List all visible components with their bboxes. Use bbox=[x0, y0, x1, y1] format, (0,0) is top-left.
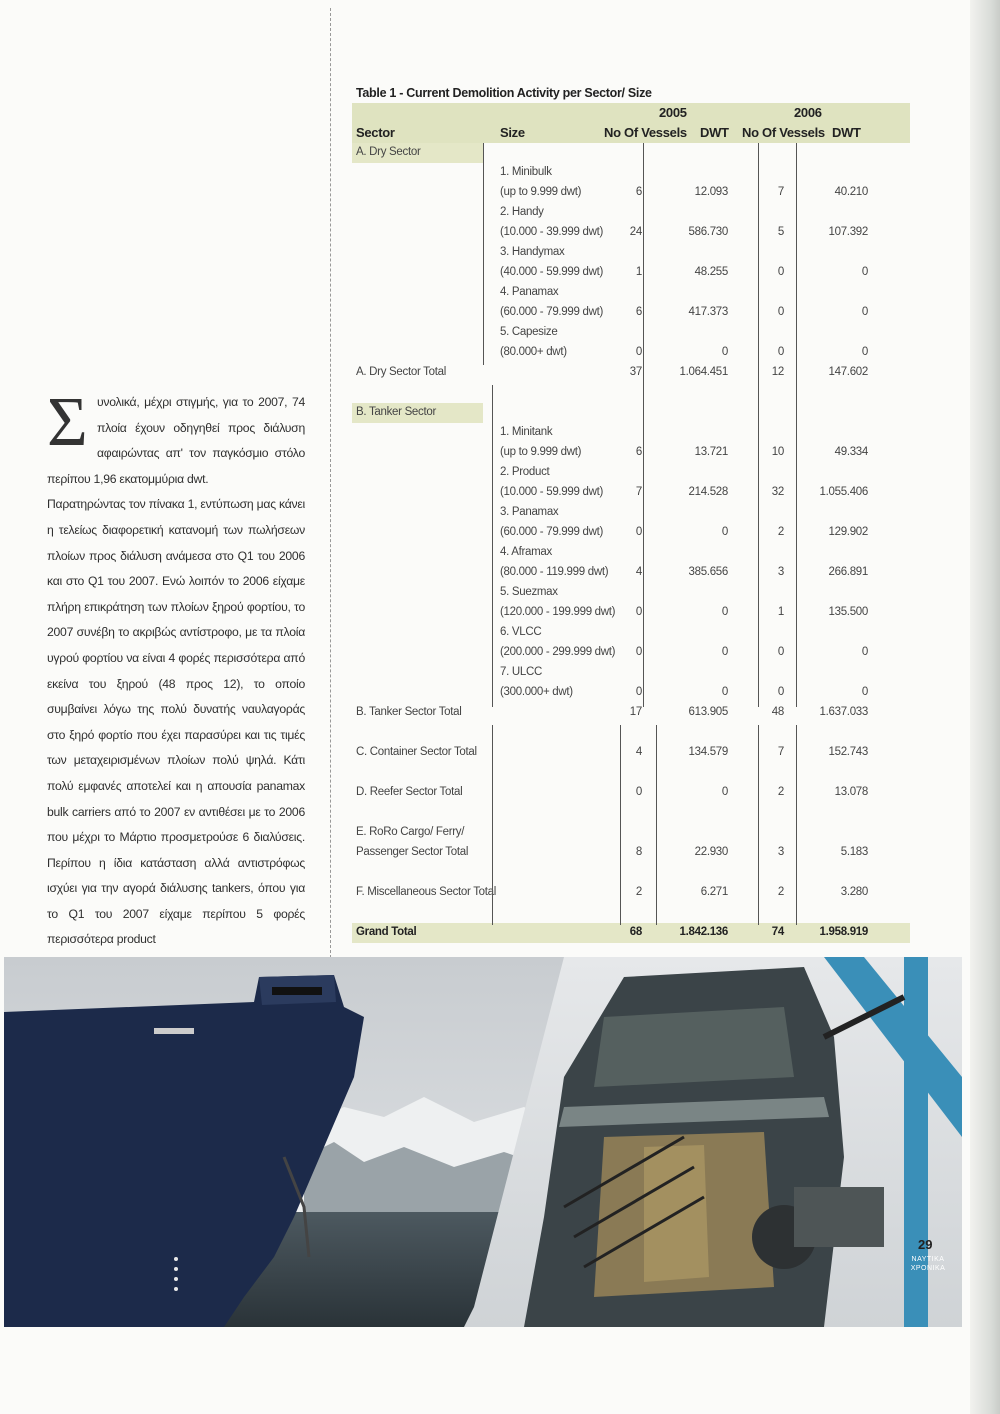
table-row bbox=[352, 223, 910, 243]
article-text bbox=[47, 384, 305, 953]
header-year-2005: 2005 bbox=[659, 105, 687, 120]
dwt-2005: 0 bbox=[721, 686, 728, 698]
size-label: 3. Panamax bbox=[500, 506, 559, 518]
spacer-row bbox=[352, 863, 910, 883]
grand-total-row bbox=[352, 923, 910, 943]
column-rule bbox=[492, 385, 493, 707]
reefer-vessels-2006: 2 bbox=[777, 786, 784, 798]
dwt-2005: 0 bbox=[721, 646, 728, 658]
table-row bbox=[352, 343, 910, 363]
table-row bbox=[352, 743, 910, 763]
dwt-2005: 586.730 bbox=[688, 226, 728, 238]
dwt-2006: 49.334 bbox=[834, 446, 868, 458]
header-sector: Sector bbox=[356, 125, 395, 140]
vessels-2006: 0 bbox=[777, 646, 784, 658]
roro-total-label-1: E. RoRo Cargo/ Ferry/ bbox=[356, 826, 465, 838]
table-row bbox=[352, 663, 910, 683]
size-label: 1. Minibulk bbox=[500, 166, 552, 178]
dwt-2006: 0 bbox=[861, 306, 868, 318]
vessels-2006: 5 bbox=[777, 226, 784, 238]
dry-sector-label-row bbox=[352, 143, 483, 163]
vessels-2005: 0 bbox=[635, 606, 642, 618]
vessels-2005: 6 bbox=[635, 446, 642, 458]
dwt-2006: 0 bbox=[861, 346, 868, 358]
size-label: 5. Suezmax bbox=[500, 586, 558, 598]
roro-dwt-2005: 22.930 bbox=[694, 846, 728, 858]
grand-total-vessels-2006: 74 bbox=[771, 926, 784, 938]
spacer-row bbox=[352, 763, 910, 783]
dry-total-vessels-2005: 37 bbox=[629, 366, 642, 378]
table-row bbox=[352, 643, 910, 663]
size-label: 4. Aframax bbox=[500, 546, 552, 558]
vessels-2005: 4 bbox=[635, 566, 642, 578]
table-row bbox=[352, 783, 910, 803]
grand-total-dwt-2006: 1.958.919 bbox=[819, 926, 868, 938]
dwt-2005: 13.721 bbox=[694, 446, 728, 458]
header-dwt-2005: DWT bbox=[700, 125, 729, 140]
table-row bbox=[352, 323, 910, 343]
column-rule bbox=[796, 143, 797, 385]
vessels-2006: 0 bbox=[777, 686, 784, 698]
dwt-2006: 0 bbox=[861, 266, 868, 278]
column-rule bbox=[758, 725, 759, 925]
article-paragraph-1: υνολικά, μέχρι στιγμής, για το 2007, 74 πλοία έχουν οδηγηθεί προς διάλυση αφαιρώντας απ' τον παγκόσμιο στόλο περίπου 1,96 εκατομμύρια dwt. bbox=[47, 395, 305, 486]
roro-vessels-2006: 3 bbox=[777, 846, 784, 858]
dwt-2006: 0 bbox=[861, 646, 868, 658]
size-range: (10.000 - 59.999 dwt) bbox=[500, 486, 604, 498]
misc-vessels-2006: 2 bbox=[777, 886, 784, 898]
dry-total-vessels-2006: 12 bbox=[771, 366, 784, 378]
table-row bbox=[352, 823, 910, 843]
misc-vessels-2005: 2 bbox=[635, 886, 642, 898]
column-rule bbox=[656, 725, 657, 925]
table-row bbox=[352, 203, 910, 223]
magazine-label bbox=[900, 1255, 956, 1273]
reefer-vessels-2005: 0 bbox=[635, 786, 642, 798]
size-range: (60.000 - 79.999 dwt) bbox=[500, 526, 604, 538]
container-dwt-2005: 134.579 bbox=[688, 746, 728, 758]
grand-total-vessels-2005: 68 bbox=[629, 926, 642, 938]
roro-total-label-2: Passenger Sector Total bbox=[356, 846, 469, 858]
dwt-2006: 129.902 bbox=[828, 526, 868, 538]
vessels-2005: 0 bbox=[635, 686, 642, 698]
tanker-total-label: B. Tanker Sector Total bbox=[356, 706, 462, 718]
container-dwt-2006: 152.743 bbox=[828, 746, 868, 758]
dwt-2005: 385.656 bbox=[688, 566, 728, 578]
spacer-row bbox=[352, 803, 910, 823]
table-row bbox=[352, 243, 910, 263]
dry-total-label: A. Dry Sector Total bbox=[356, 366, 446, 378]
header-vessels-2006: No Of Vessels bbox=[742, 125, 825, 140]
column-rule bbox=[483, 143, 484, 365]
column-rule bbox=[758, 385, 759, 707]
dwt-2006: 107.392 bbox=[828, 226, 868, 238]
table-row bbox=[352, 503, 910, 523]
table-row bbox=[352, 623, 910, 643]
vessels-2005: 24 bbox=[629, 226, 642, 238]
vessels-2006: 0 bbox=[777, 306, 784, 318]
column-rule bbox=[758, 143, 759, 385]
header-size: Size bbox=[500, 125, 525, 140]
dry-total-dwt-2006: 147.602 bbox=[828, 366, 868, 378]
column-rule bbox=[643, 385, 644, 707]
size-label: 7. ULCC bbox=[500, 666, 542, 678]
container-total-label: C. Container Sector Total bbox=[356, 746, 477, 758]
misc-dwt-2005: 6.271 bbox=[700, 886, 728, 898]
spacer-row bbox=[352, 723, 910, 743]
size-label: 5. Capesize bbox=[500, 326, 558, 338]
table-header bbox=[352, 103, 910, 143]
dry-sector-rows bbox=[352, 163, 910, 363]
vessels-2005: 6 bbox=[635, 306, 642, 318]
vessels-2006: 3 bbox=[777, 566, 784, 578]
vessels-2005: 0 bbox=[635, 646, 642, 658]
table-row bbox=[352, 523, 910, 543]
column-rule bbox=[643, 143, 644, 385]
table-row bbox=[352, 183, 910, 203]
table-row bbox=[352, 363, 910, 383]
article-paragraph-2: Παρατηρώντας τον πίνακα 1, εντύπωση μας κάνει η τελείως διαφορετική κατανομή των πωλήσεων πλοίων προς διάλυση ανάμεσα στο Q1 του 2006 και στο Q1 του 2007. Ενώ λοιπόν το 2006 είχαμε πλήρη επικράτηση των πλοίων ξηρού φορτίου, το 2007 συνέβη το ακριβώς αντίστροφο, με τα πλοία υγρού φορτίου να είναι 4 φορές περισσότερα από εκείνα του ξηρού (48 προς 12), το οποίο συμβαίνει λόγω της πολύ δυνατής ναυλαγοράς στο ξηρό φορτίο που έχει παρασύρει και τις τιμές των μεταχειρισμένων πλοίων πολύ ψηλά. Κάτι πολύ εμφανές αποτελεί και η απουσία panamax bulk carriers από το 2007 εν αντιθέσει με το 2006 που μέχρι το Μάρτιο προσμετρούσε 6 διαλύσεις. Περίπου η ίδια κατάσταση αλλά αντιστρόφως ισχύει για την αγορά διάλυσης tankers, όπου για το Q1 του 2007 είχαμε περίπου 5 φορές περισσότερα product bbox=[47, 497, 305, 947]
size-range: (80.000+ dwt) bbox=[500, 346, 567, 358]
vessels-2005: 1 bbox=[635, 266, 642, 278]
magazine-label-line1: ΝΑΥΤΙΚΑ bbox=[911, 1256, 945, 1263]
dropcap: Σ bbox=[47, 384, 88, 461]
size-label: 2. Product bbox=[500, 466, 550, 478]
tanker-total-dwt-2006: 1.637.033 bbox=[819, 706, 868, 718]
vessels-2006: 10 bbox=[771, 446, 784, 458]
page-number: 29 bbox=[918, 1237, 933, 1252]
spacer-row bbox=[352, 903, 910, 923]
dwt-2005: 0 bbox=[721, 346, 728, 358]
vessels-2005: 6 bbox=[635, 186, 642, 198]
photo-strip bbox=[4, 957, 962, 1327]
vessels-2005: 7 bbox=[635, 486, 642, 498]
roro-vessels-2005: 8 bbox=[635, 846, 642, 858]
reefer-dwt-2005: 0 bbox=[721, 786, 728, 798]
size-range: (60.000 - 79.999 dwt) bbox=[500, 306, 604, 318]
vessels-2005: 0 bbox=[635, 346, 642, 358]
dwt-2005: 12.093 bbox=[694, 186, 728, 198]
tanker-total-vessels-2006: 48 bbox=[771, 706, 784, 718]
table-row bbox=[352, 443, 910, 463]
dwt-2005: 0 bbox=[721, 526, 728, 538]
table-row bbox=[352, 563, 910, 583]
header-dwt-2006: DWT bbox=[832, 125, 861, 140]
dwt-2005: 0 bbox=[721, 606, 728, 618]
table-row bbox=[352, 583, 910, 603]
table-row bbox=[352, 703, 910, 723]
size-range: (80.000 - 119.999 dwt) bbox=[500, 566, 609, 578]
table-row bbox=[352, 883, 910, 903]
table-row bbox=[352, 163, 910, 183]
vessels-2006: 32 bbox=[771, 486, 784, 498]
table-row bbox=[352, 483, 910, 503]
column-rule bbox=[492, 725, 493, 925]
tanker-sector-rows bbox=[352, 423, 910, 703]
tanker-sector-label-row bbox=[352, 403, 483, 423]
dwt-2006: 135.500 bbox=[828, 606, 868, 618]
tanker-total-vessels-2005: 17 bbox=[629, 706, 642, 718]
size-label: 2. Handy bbox=[500, 206, 544, 218]
size-label: 1. Minitank bbox=[500, 426, 553, 438]
dry-sector-label: A. Dry Sector bbox=[356, 146, 421, 158]
page-edge-shadow bbox=[970, 0, 1000, 1414]
dwt-2005: 48.255 bbox=[694, 266, 728, 278]
table-title: Table 1 - Current Demolition Activity per Sector/ Size bbox=[356, 86, 652, 100]
misc-total-label: F. Miscellaneous Sector Total bbox=[356, 886, 497, 898]
vessels-2006: 1 bbox=[777, 606, 784, 618]
table-row bbox=[352, 543, 910, 563]
column-rule bbox=[796, 385, 797, 707]
size-label: 6. VLCC bbox=[500, 626, 542, 638]
header-year-2006: 2006 bbox=[794, 105, 822, 120]
table-row bbox=[352, 463, 910, 483]
header-vessels-2005: No Of Vessels bbox=[604, 125, 687, 140]
dwt-2005: 417.373 bbox=[688, 306, 728, 318]
table-row bbox=[352, 683, 910, 703]
size-label: 3. Handymax bbox=[500, 246, 565, 258]
dwt-2006: 1.055.406 bbox=[819, 486, 868, 498]
table-row bbox=[352, 843, 910, 863]
vessels-2005: 0 bbox=[635, 526, 642, 538]
tanker-sector-label: B. Tanker Sector bbox=[356, 406, 437, 418]
dwt-2006: 0 bbox=[861, 686, 868, 698]
table-row bbox=[352, 283, 910, 303]
size-range: (300.000+ dwt) bbox=[500, 686, 573, 698]
grand-total-dwt-2005: 1.842.136 bbox=[679, 926, 728, 938]
reefer-total-label: D. Reefer Sector Total bbox=[356, 786, 463, 798]
table-row bbox=[352, 263, 910, 283]
column-rule bbox=[796, 725, 797, 925]
size-range: (10.000 - 39.999 dwt) bbox=[500, 226, 604, 238]
dwt-2006: 266.891 bbox=[828, 566, 868, 578]
table-row bbox=[352, 423, 910, 443]
ship-bow-photo bbox=[4, 957, 564, 1327]
demolition-table bbox=[352, 103, 910, 943]
container-vessels-2005: 4 bbox=[635, 746, 642, 758]
size-range: (120.000 - 199.999 dwt) bbox=[500, 606, 616, 618]
column-rule bbox=[620, 725, 621, 925]
vessels-2006: 7 bbox=[777, 186, 784, 198]
photos-illustration bbox=[4, 957, 962, 1327]
reefer-dwt-2006: 13.078 bbox=[834, 786, 868, 798]
dwt-2006: 40.210 bbox=[834, 186, 868, 198]
dwt-2005: 214.528 bbox=[688, 486, 728, 498]
grand-total-label: Grand Total bbox=[356, 926, 417, 938]
vessels-2006: 2 bbox=[777, 526, 784, 538]
vessels-2006: 0 bbox=[777, 266, 784, 278]
dry-total-dwt-2005: 1.064.451 bbox=[679, 366, 728, 378]
size-label: 4. Panamax bbox=[500, 286, 559, 298]
container-vessels-2006: 7 bbox=[777, 746, 784, 758]
column-divider bbox=[330, 8, 331, 958]
misc-dwt-2006: 3.280 bbox=[840, 886, 868, 898]
table-row bbox=[352, 303, 910, 323]
table-row bbox=[352, 603, 910, 623]
spacer-row bbox=[352, 383, 910, 403]
size-range: (200.000 - 299.999 dwt) bbox=[500, 646, 616, 658]
tanker-total-dwt-2005: 613.905 bbox=[688, 706, 728, 718]
size-range: (up to 9.999 dwt) bbox=[500, 186, 582, 198]
vessels-2006: 0 bbox=[777, 346, 784, 358]
roro-dwt-2006: 5.183 bbox=[840, 846, 868, 858]
size-range: (up to 9.999 dwt) bbox=[500, 446, 582, 458]
magazine-label-line2: ΧΡΟΝΙΚΑ bbox=[910, 1265, 946, 1272]
size-range: (40.000 - 59.999 dwt) bbox=[500, 266, 604, 278]
